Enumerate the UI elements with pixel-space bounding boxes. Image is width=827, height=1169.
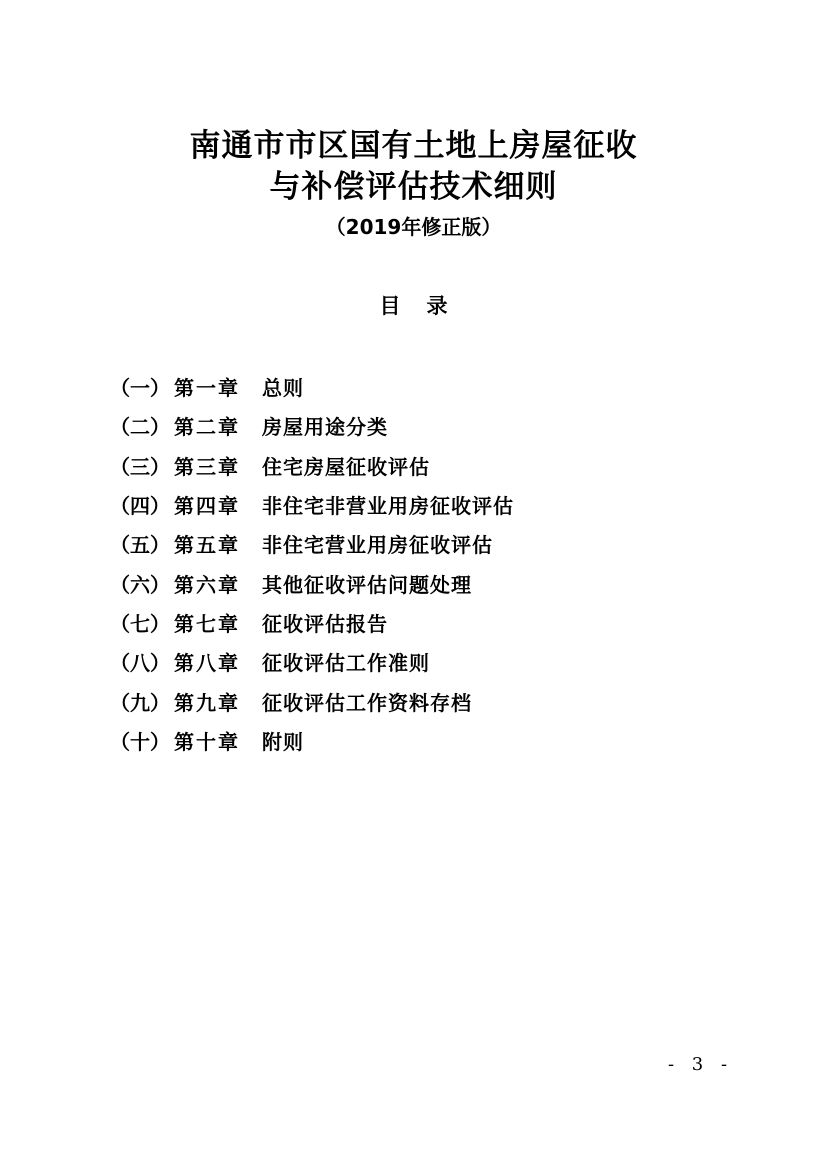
toc-item-chapter: 第十章: [174, 729, 240, 754]
toc-item-chapter: 第九章: [174, 690, 240, 715]
toc-item-number: （九）: [110, 690, 170, 715]
document-subtitle: （2019年修正版）: [325, 215, 502, 239]
toc-item-title: 住宅房屋征收评估: [262, 454, 430, 479]
toc-heading: 目录: [379, 294, 474, 318]
toc-item-chapter: 第一章: [174, 376, 240, 401]
toc-item-number: （八）: [110, 651, 170, 676]
toc-item: [110, 406, 730, 445]
toc-item-number: （二）: [110, 415, 170, 440]
toc-item-chapter: 第六章: [174, 572, 240, 597]
toc-item-title: 非住宅营业用房征收评估: [262, 533, 493, 558]
toc-item-chapter: 第七章: [174, 611, 240, 636]
toc-item-number: （六）: [110, 572, 170, 597]
table-of-contents: [110, 367, 730, 760]
toc-item: [110, 563, 730, 602]
toc-item-number: （四）: [110, 494, 170, 519]
toc-item-number: （十）: [110, 729, 170, 754]
document-title-line-2: 与补偿评估技术细则: [269, 169, 558, 205]
document-title-line-1: 南通市市区国有土地上房屋征收: [189, 128, 638, 164]
toc-item-title: 征收评估报告: [262, 611, 388, 636]
toc-item: [110, 681, 730, 720]
toc-item-title: 房屋用途分类: [262, 415, 388, 440]
toc-item: [110, 446, 730, 485]
toc-item: [110, 642, 730, 681]
toc-item-number: （三）: [110, 454, 170, 479]
toc-item-number: （五）: [110, 533, 170, 558]
toc-item-number: （七）: [110, 611, 170, 636]
toc-item-chapter: 第三章: [174, 454, 240, 479]
toc-item-number: （一）: [110, 376, 170, 401]
toc-item: [110, 485, 730, 524]
toc-item-title: 其他征收评估问题处理: [262, 572, 472, 597]
toc-item-title: 征收评估工作资料存档: [262, 690, 472, 715]
toc-item-title: 征收评估工作准则: [262, 651, 430, 676]
toc-item: [110, 367, 730, 406]
toc-item-chapter: 第八章: [174, 651, 240, 676]
toc-item-chapter: 第二章: [174, 415, 240, 440]
toc-item-title: 非住宅非营业用房征收评估: [262, 494, 514, 519]
toc-item-chapter: 第五章: [174, 533, 240, 558]
toc-item-chapter: 第四章: [174, 494, 240, 519]
toc-item: [110, 524, 730, 563]
toc-item-title: 总则: [262, 376, 304, 401]
toc-item: [110, 721, 730, 760]
toc-item-title: 附则: [262, 729, 304, 754]
page-number: - 3 -: [668, 1054, 734, 1075]
toc-item: [110, 603, 730, 642]
